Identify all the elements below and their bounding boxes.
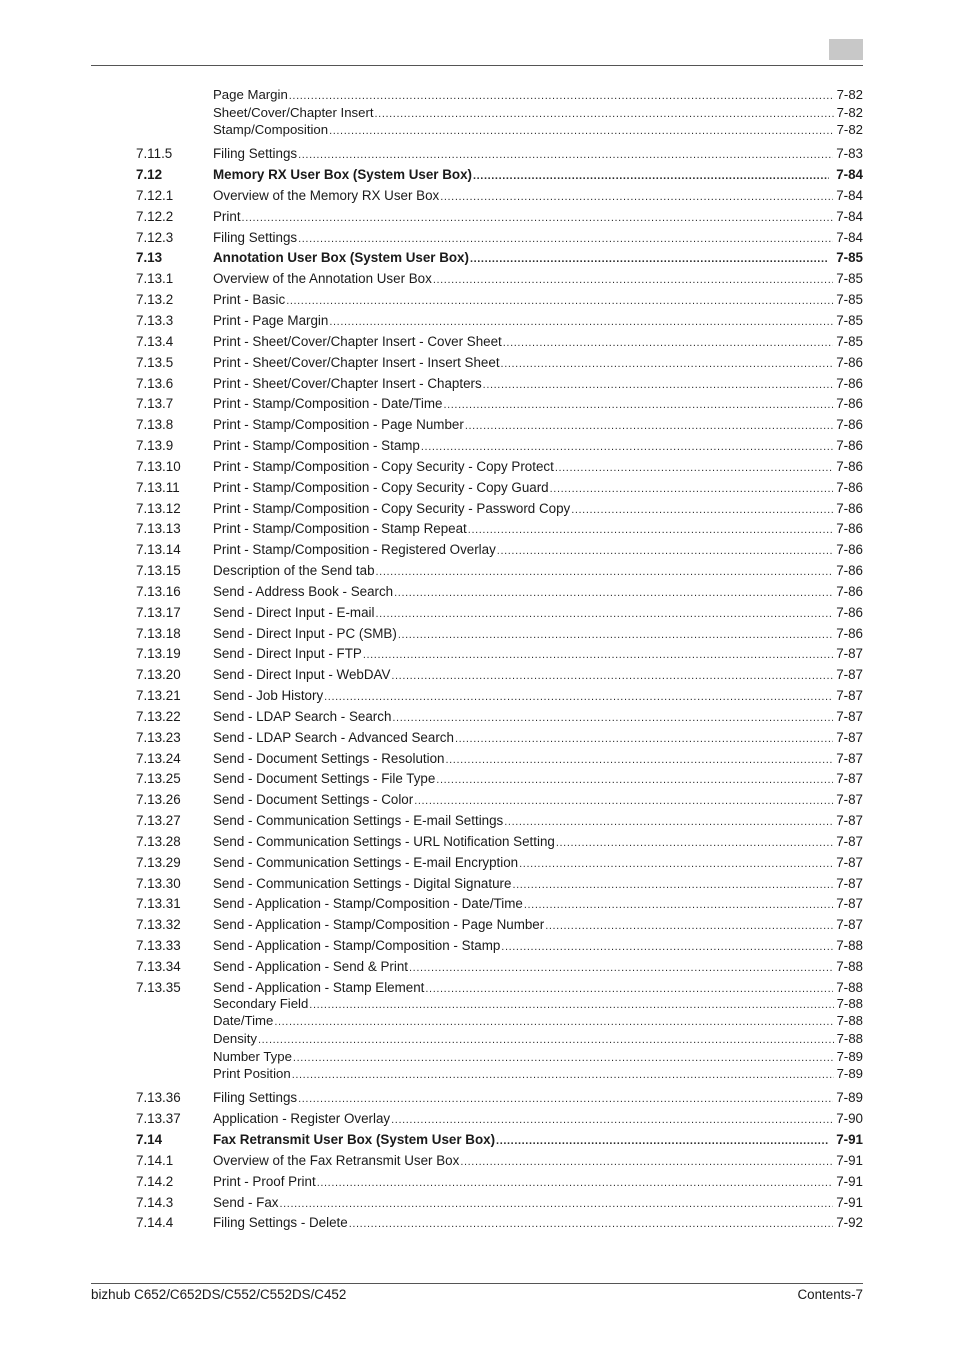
toc-entry-title: Print - Stamp/Composition - Stamp Repeat — [213, 521, 467, 536]
toc-entry[interactable] — [136, 1110, 863, 1128]
toc-dot-leader — [497, 542, 833, 560]
toc-dot-leader — [468, 521, 833, 539]
toc-entry-page: 7-86 — [836, 605, 863, 620]
toc-entry-page: 7-85 — [836, 250, 863, 265]
toc-entry-page: 7-87 — [836, 876, 863, 891]
toc-entry-number: 7.13.5 — [136, 355, 174, 370]
toc-entry-title: Application - Register Overlay — [213, 1111, 391, 1126]
toc-entry-number: 7.14.4 — [136, 1215, 174, 1230]
toc-entry[interactable] — [136, 895, 863, 913]
toc-entry-title: Send - Address Book - Search — [213, 584, 394, 599]
toc-entry[interactable] — [136, 145, 863, 163]
toc-dot-leader — [501, 355, 834, 373]
toc-entry-title: Stamp/Composition — [213, 122, 329, 137]
toc-entry[interactable] — [136, 750, 863, 768]
toc-dot-leader — [280, 1195, 834, 1213]
toc-dot-leader — [298, 230, 833, 248]
toc-dot-leader — [292, 1066, 834, 1084]
toc-entry-page: 7-86 — [836, 417, 863, 432]
toc-entry[interactable] — [136, 791, 863, 809]
toc-entry[interactable] — [136, 1030, 863, 1048]
toc-entry[interactable] — [136, 1173, 863, 1191]
toc-entry-title: Send - Direct Input - FTP — [213, 646, 362, 661]
toc-entry-number: 7.13.1 — [136, 271, 174, 286]
toc-entry-title: Description of the Send tab — [213, 563, 375, 578]
toc-entry-title: Send - Direct Input - E-mail — [213, 605, 375, 620]
toc-entry-page: 7-83 — [836, 146, 863, 161]
toc-entry[interactable] — [136, 1131, 863, 1149]
toc-entry-title: Print - Basic — [213, 292, 286, 307]
toc-entry-title: Send - Communication Settings - URL Notification Setting — [213, 834, 555, 849]
toc-entry-number: 7.11.5 — [136, 146, 173, 161]
toc-entry-page: 7-85 — [836, 292, 863, 307]
toc-dot-leader — [436, 771, 833, 789]
toc-entry-page: 7-87 — [836, 667, 863, 682]
toc-entry-title: Print - Page Margin — [213, 313, 329, 328]
toc-dot-leader — [409, 959, 833, 977]
toc-entry-title: Print — [213, 209, 241, 224]
toc-entry-title: Print - Sheet/Cover/Chapter Insert - Chapters — [213, 376, 482, 391]
toc-entry-number: 7.13.9 — [136, 438, 174, 453]
toc-entry-page: 7-84 — [836, 188, 863, 203]
toc-dot-leader — [274, 1013, 833, 1031]
toc-entry-page: 7-82 — [836, 122, 863, 137]
toc-entry-number: 7.13.25 — [136, 771, 181, 786]
toc-entry-page: 7-82 — [836, 87, 863, 102]
toc-entry[interactable] — [136, 541, 863, 559]
toc-entry-page: 7-91 — [836, 1195, 863, 1210]
toc-entry-page: 7-87 — [836, 792, 863, 807]
toc-entry[interactable] — [136, 1214, 863, 1232]
toc-entry[interactable] — [136, 854, 863, 872]
toc-entry-page: 7-86 — [836, 584, 863, 599]
toc-entry-page: 7-87 — [836, 646, 863, 661]
toc-entry-title: Print - Stamp/Composition - Copy Security - Copy Protect — [213, 459, 554, 474]
toc-entry-title: Print - Sheet/Cover/Chapter Insert - Insert Sheet — [213, 355, 500, 370]
toc-entry-page: 7-88 — [836, 980, 863, 995]
toc-entry-page: 7-91 — [836, 1132, 863, 1147]
toc-dot-leader — [556, 834, 833, 852]
toc-entry[interactable] — [136, 812, 863, 830]
toc-entry-page: 7-89 — [836, 1090, 863, 1105]
toc-entry-title: Filing Settings - Delete — [213, 1215, 348, 1230]
toc-dot-leader — [465, 417, 833, 435]
toc-entry-page: 7-84 — [836, 167, 863, 182]
toc-entry-title: Print - Stamp/Composition - Date/Time — [213, 396, 443, 411]
toc-entry-number: 7.13.19 — [136, 646, 181, 661]
toc-dot-leader — [324, 688, 833, 706]
toc-entry-number: 7.13.12 — [136, 501, 181, 516]
toc-entry-title: Filing Settings — [213, 230, 298, 245]
toc-entry-page: 7-86 — [836, 563, 863, 578]
toc-entry[interactable] — [136, 437, 863, 455]
toc-dot-leader — [571, 501, 833, 519]
toc-dot-leader — [376, 563, 834, 581]
toc-entry-title: Print Position — [213, 1066, 291, 1081]
toc-entry-page: 7-84 — [836, 209, 863, 224]
toc-entry-title: Filing Settings — [213, 146, 298, 161]
toc-entry-title: Print - Proof Print — [213, 1174, 316, 1189]
toc-dot-leader — [455, 730, 833, 748]
toc-dot-leader — [286, 292, 833, 310]
toc-dot-leader — [445, 751, 833, 769]
toc-entry[interactable] — [136, 208, 863, 226]
toc-dot-leader — [391, 667, 833, 685]
toc-entry-title: Send - LDAP Search - Search — [213, 709, 392, 724]
toc-entry[interactable] — [136, 520, 863, 538]
toc-entry[interactable] — [136, 1048, 863, 1066]
toc-entry[interactable] — [136, 166, 863, 184]
toc-entry-title: Overview of the Memory RX User Box — [213, 188, 440, 203]
toc-entry-page: 7-87 — [836, 709, 863, 724]
toc-entry-page: 7-86 — [836, 376, 863, 391]
toc-entry[interactable] — [136, 1012, 863, 1030]
toc-entry[interactable] — [136, 562, 863, 580]
toc-entry-page: 7-86 — [836, 626, 863, 641]
toc-entry-number: 7.14.3 — [136, 1195, 174, 1210]
toc-entry-number: 7.12 — [136, 167, 163, 182]
toc-dot-leader — [258, 1031, 834, 1049]
toc-entry[interactable] — [136, 333, 863, 351]
toc-entry-title: Memory RX User Box (System User Box) — [213, 167, 472, 182]
toc-entry-page: 7-91 — [836, 1153, 863, 1168]
toc-dot-leader — [392, 709, 833, 727]
toc-entry[interactable] — [136, 312, 863, 330]
toc-entry-page: 7-85 — [836, 271, 863, 286]
toc-dot-leader — [433, 271, 833, 289]
toc-dot-leader — [317, 1174, 833, 1192]
toc-entry-title: Send - Communication Settings - E-mail Settings — [213, 813, 504, 828]
toc-dot-leader — [289, 87, 834, 105]
toc-dot-leader — [394, 584, 833, 602]
toc-dot-leader — [414, 792, 833, 810]
toc-dot-leader — [440, 188, 833, 206]
toc-entry[interactable] — [136, 937, 863, 955]
toc-entry-title: Overview of the Fax Retransmit User Box — [213, 1153, 460, 1168]
toc-dot-leader — [242, 209, 834, 227]
toc-dot-leader — [376, 605, 834, 623]
toc-entry-title: Overview of the Annotation User Box — [213, 271, 432, 286]
toc-entry-number: 7.13.6 — [136, 376, 174, 391]
toc-entry-title: Print - Stamp/Composition - Copy Security - Copy Guard — [213, 480, 549, 495]
toc-entry-title: Send - Application - Stamp/Composition - Page Number — [213, 917, 545, 932]
toc-entry-title: Send - Application - Send & Print — [213, 959, 409, 974]
toc-entry-page: 7-89 — [836, 1066, 863, 1081]
toc-entry[interactable] — [136, 687, 863, 705]
toc-dot-leader — [512, 876, 833, 894]
toc-entry[interactable] — [136, 354, 863, 372]
toc-entry-number: 7.13.35 — [136, 980, 181, 995]
toc-entry-number: 7.13.34 — [136, 959, 181, 974]
toc-entry[interactable] — [136, 1152, 863, 1170]
toc-entry-title: Print - Stamp/Composition - Registered Overlay — [213, 542, 496, 557]
toc-entry-title: Fax Retransmit User Box (System User Box) — [213, 1132, 496, 1147]
toc-entry-title: Send - Document Settings - File Type — [213, 771, 436, 786]
toc-dot-leader — [398, 626, 833, 644]
toc-entry-page: 7-88 — [836, 1031, 863, 1046]
toc-dot-leader — [391, 1111, 833, 1129]
toc-entry-number: 7.13.13 — [136, 521, 181, 536]
toc-entry-page: 7-87 — [836, 896, 863, 911]
toc-entry[interactable] — [136, 458, 863, 476]
toc-entry-page: 7-86 — [836, 355, 863, 370]
toc-entry-page: 7-87 — [836, 855, 863, 870]
toc-entry[interactable] — [136, 916, 863, 934]
toc-entry[interactable] — [136, 187, 863, 205]
toc-entry[interactable] — [136, 479, 863, 497]
toc-entry-title: Send - Fax — [213, 1195, 279, 1210]
toc-entry-page: 7-88 — [836, 1013, 863, 1028]
toc-entry-title: Print - Sheet/Cover/Chapter Insert - Cover Sheet — [213, 334, 502, 349]
toc-dot-leader — [443, 396, 833, 414]
toc-entry-title: Annotation User Box (System User Box) — [213, 250, 469, 265]
toc-entry-page: 7-87 — [836, 813, 863, 828]
toc-entry-number: 7.13.27 — [136, 813, 181, 828]
toc-entry-page: 7-82 — [836, 105, 863, 120]
toc-entry-title: Filing Settings — [213, 1090, 298, 1105]
toc-dot-leader — [555, 459, 833, 477]
toc-entry-number: 7.12.2 — [136, 209, 174, 224]
toc-entry-number: 7.13.20 — [136, 667, 181, 682]
toc-dot-leader — [329, 122, 834, 140]
toc-entry-title: Density — [213, 1031, 257, 1046]
toc-entry-page: 7-89 — [836, 1049, 863, 1064]
toc-entry-number: 7.13.7 — [136, 396, 174, 411]
toc-entry-page: 7-86 — [836, 501, 863, 516]
toc-entry[interactable] — [136, 666, 863, 684]
toc-dot-leader — [421, 438, 833, 456]
toc-entry[interactable] — [136, 604, 863, 622]
toc-entry-page: 7-87 — [836, 730, 863, 745]
toc-dot-leader — [483, 376, 834, 394]
toc-entry-title: Number Type — [213, 1049, 292, 1064]
toc-entry-number: 7.13.15 — [136, 563, 181, 578]
toc-entry-number: 7.13.26 — [136, 792, 181, 807]
toc-dot-leader — [298, 146, 833, 164]
toc-entry-title: Page Margin — [213, 87, 288, 102]
toc-entry-number: 7.13.29 — [136, 855, 181, 870]
toc-entry-page: 7-88 — [836, 938, 863, 953]
toc-entry[interactable] — [136, 291, 863, 309]
toc-entry[interactable] — [136, 375, 863, 393]
toc-entry[interactable] — [136, 645, 863, 663]
toc-entry-title: Print - Stamp/Composition - Page Number — [213, 417, 464, 432]
toc-entry[interactable] — [136, 500, 863, 518]
toc-entry[interactable] — [136, 1194, 863, 1212]
toc-entry-page: 7-86 — [836, 459, 863, 474]
toc-entry[interactable] — [136, 86, 863, 104]
toc-entry-page: 7-87 — [836, 688, 863, 703]
toc-entry-number: 7.12.1 — [136, 188, 174, 203]
toc-dot-leader — [550, 480, 834, 498]
toc-entry-number: 7.13.4 — [136, 334, 174, 349]
toc-dot-leader — [329, 313, 833, 331]
toc-entry-number: 7.13.36 — [136, 1090, 181, 1105]
toc-entry[interactable] — [136, 395, 863, 413]
toc-entry-number: 7.13.28 — [136, 834, 181, 849]
toc-entry-page: 7-86 — [836, 521, 863, 536]
toc-entry-page: 7-84 — [836, 230, 863, 245]
toc-dot-leader — [519, 855, 833, 873]
toc-entry-title: Send - Application - Stamp/Composition - Date/Time — [213, 896, 523, 911]
toc-entry-title: Send - Direct Input - PC (SMB) — [213, 626, 397, 641]
toc-entry-page: 7-86 — [836, 396, 863, 411]
toc-entry-title: Send - Communication Settings - Digital Signature — [213, 876, 512, 891]
toc-entry-page: 7-88 — [836, 959, 863, 974]
toc-entry-number: 7.14.1 — [136, 1153, 174, 1168]
toc-entry[interactable] — [136, 229, 863, 247]
toc-entry-number: 7.13.23 — [136, 730, 181, 745]
toc-entry[interactable] — [136, 249, 863, 267]
toc-entry-title: Send - LDAP Search - Advanced Search — [213, 730, 454, 745]
toc-entry[interactable] — [136, 625, 863, 643]
toc-entry-title: Send - Document Settings - Resolution — [213, 751, 445, 766]
toc-entry[interactable] — [136, 833, 863, 851]
toc-entry-title: Print - Stamp/Composition - Stamp — [213, 438, 420, 453]
toc-entry-title: Send - Application - Stamp/Composition - Stamp — [213, 938, 501, 953]
toc-entry[interactable] — [136, 995, 863, 1013]
toc-entry-page: 7-87 — [836, 751, 863, 766]
toc-entry[interactable] — [136, 104, 863, 122]
toc-entry-page: 7-92 — [836, 1215, 863, 1230]
toc-entry[interactable] — [136, 1089, 863, 1107]
toc-entry-page: 7-91 — [836, 1174, 863, 1189]
toc-dot-leader — [524, 896, 833, 914]
toc-entry-title: Send - Job History — [213, 688, 324, 703]
toc-entry[interactable] — [136, 270, 863, 288]
toc-entry[interactable] — [136, 729, 863, 747]
toc-entry-number: 7.13.30 — [136, 876, 181, 891]
toc-entry-page: 7-85 — [836, 334, 863, 349]
toc-entry-page: 7-86 — [836, 438, 863, 453]
toc-entry-page: 7-85 — [836, 313, 863, 328]
footer-page-number: Contents-7 — [797, 1287, 863, 1302]
toc-entry[interactable] — [136, 121, 863, 139]
toc-entry-page: 7-87 — [836, 917, 863, 932]
toc-entry-number: 7.13.31 — [136, 896, 181, 911]
toc-dot-leader — [496, 1132, 829, 1150]
toc-entry-number: 7.13.10 — [136, 459, 181, 474]
toc-entry-number: 7.13.37 — [136, 1111, 181, 1126]
toc-dot-leader — [363, 646, 833, 664]
toc-entry[interactable] — [136, 770, 863, 788]
toc-dot-leader — [349, 1215, 833, 1233]
toc-entry-number: 7.13.3 — [136, 313, 174, 328]
toc-dot-leader — [473, 167, 829, 185]
toc-entry-number: 7.14 — [136, 1132, 163, 1147]
toc-entry-number: 7.13.32 — [136, 917, 181, 932]
toc-entry-number: 7.13.16 — [136, 584, 181, 599]
toc-entry-number: 7.12.3 — [136, 230, 174, 245]
toc-dot-leader — [501, 938, 833, 956]
toc-entry[interactable] — [136, 583, 863, 601]
toc-entry-number: 7.13.2 — [136, 292, 174, 307]
toc-entry-page: 7-87 — [836, 834, 863, 849]
toc-entry[interactable] — [136, 708, 863, 726]
toc-entry[interactable] — [136, 416, 863, 434]
toc-dot-leader — [298, 1090, 833, 1108]
footer-product-name: bizhub C652/C652DS/C552/C552DS/C452 — [91, 1287, 347, 1302]
toc-entry-number: 7.14.2 — [136, 1174, 174, 1189]
toc-entry-title: Sheet/Cover/Chapter Insert — [213, 105, 374, 120]
footer-rule — [91, 1283, 863, 1284]
toc-entry-title: Send - Direct Input - WebDAV — [213, 667, 391, 682]
toc-entry-number: 7.13.8 — [136, 417, 174, 432]
toc-entry-title: Secondary Field — [213, 996, 309, 1011]
toc-dot-leader — [460, 1153, 833, 1171]
toc-entry-page: 7-87 — [836, 771, 863, 786]
toc-entry-number: 7.13.11 — [136, 480, 180, 495]
toc-entry-title: Send - Document Settings - Color — [213, 792, 414, 807]
toc-entry-page: 7-88 — [836, 996, 863, 1011]
toc-entry-number: 7.13 — [136, 250, 163, 265]
toc-entry-number: 7.13.21 — [136, 688, 181, 703]
toc-entry[interactable] — [136, 1065, 863, 1083]
toc-entry-title: Send - Communication Settings - E-mail Encryption — [213, 855, 519, 870]
toc-entry[interactable] — [136, 875, 863, 893]
toc-entry-number: 7.13.33 — [136, 938, 181, 953]
toc-entry-page: 7-86 — [836, 542, 863, 557]
toc-entry[interactable] — [136, 958, 863, 976]
toc-entry-page: 7-86 — [836, 480, 863, 495]
toc-entry-title: Date/Time — [213, 1013, 274, 1028]
toc-entry-number: 7.13.14 — [136, 542, 181, 557]
toc-dot-leader — [503, 334, 833, 352]
toc-entry-page: 7-90 — [836, 1111, 863, 1126]
toc-dot-leader — [545, 917, 833, 935]
toc-entry-number: 7.13.22 — [136, 709, 181, 724]
toc-entry-number: 7.13.24 — [136, 751, 181, 766]
toc-dot-leader — [504, 813, 833, 831]
toc-entry-title: Send - Application - Stamp Element — [213, 980, 425, 995]
toc-dot-leader — [470, 250, 829, 268]
toc-entry-title: Print - Stamp/Composition - Copy Security - Password Copy — [213, 501, 571, 516]
toc-entry-number: 7.13.18 — [136, 626, 181, 641]
toc-entry-number: 7.13.17 — [136, 605, 181, 620]
